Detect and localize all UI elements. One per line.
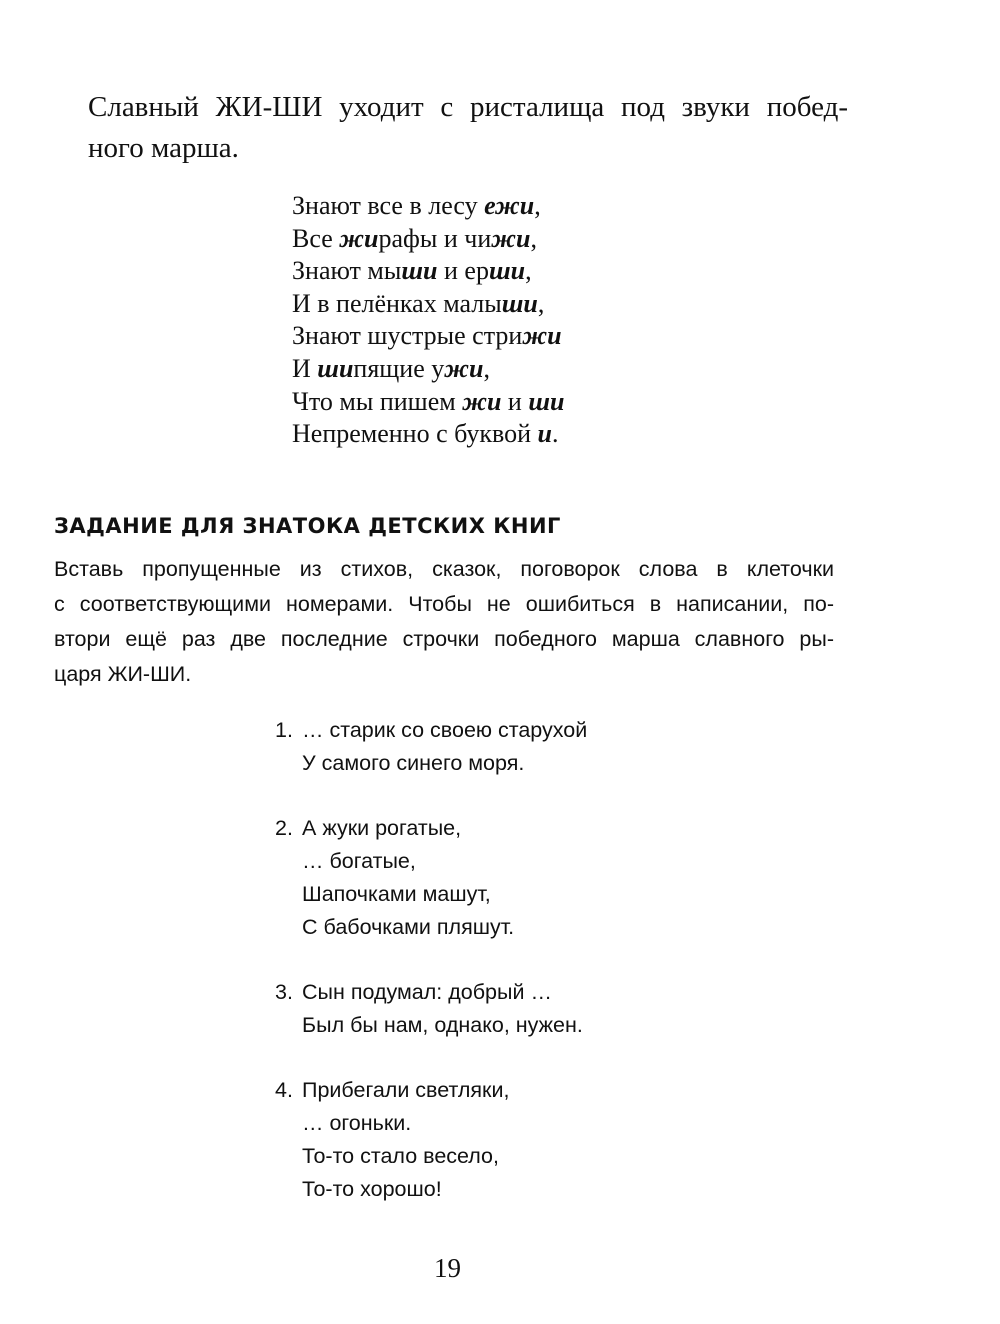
verse-list [275, 714, 587, 1238]
intro-paragraph [88, 87, 848, 169]
task-line: Вставь пропущенные из стихов, сказок, поговорок слова в клеточки [54, 557, 834, 581]
poem-highlight: ши [528, 386, 565, 416]
verse-item [275, 976, 587, 1042]
verse-number: 4. [275, 1078, 293, 1102]
verse-item [275, 714, 587, 780]
poem-line: И шипящие ужи, [292, 353, 490, 383]
verse-number: 2. [275, 816, 293, 840]
task-line: втори ещё раз две последние строчки победного марша славного ры- [54, 627, 834, 651]
poem-highlight: ши [401, 256, 438, 286]
poem-line: Непременно с буквой и. [292, 419, 559, 449]
poem-highlight: жи [522, 321, 562, 351]
verse-line: … огоньки. [302, 1111, 412, 1135]
task-instructions [54, 552, 834, 692]
verse-number: 1. [275, 718, 293, 742]
poem-highlight: жи [444, 353, 484, 383]
verse-line: А жуки рогатые, [302, 816, 462, 840]
intro-line: ного марша. [88, 132, 239, 164]
verse-line: То-то хорошо! [302, 1177, 442, 1201]
verse-item [275, 1074, 587, 1206]
task-line: царя ЖИ-ШИ. [54, 662, 192, 686]
verse-line: Шапочками машут, [302, 882, 491, 906]
verse-line: С бабочками пляшут. [302, 915, 515, 939]
verse-line: … богатые, [302, 849, 416, 873]
poem-line: Знают все в лесу ежи, [292, 191, 541, 220]
poem-highlight: ши [501, 288, 538, 318]
verse-line: Сын подумал: добрый … [302, 980, 552, 1004]
poem-line: И в пелёнках малыши, [292, 288, 545, 318]
poem-highlight: и [537, 419, 552, 449]
poem-line: Все жирафы и чижи, [292, 223, 537, 253]
intro-line: Славный ЖИ-ШИ уходит с ристалища под звуки побед- [88, 91, 848, 123]
task-line: с соответствующими номерами. Чтобы не ошибиться в написании, по- [54, 592, 834, 616]
poem-highlight: ежи [484, 191, 535, 220]
poem-highlight: ши [488, 256, 526, 286]
verse-item [275, 812, 587, 944]
task-heading: ЗАДАНИЕ ДЛЯ ЗНАТОКА ДЕТСКИХ КНИГ [54, 514, 561, 538]
verse-line: То-то стало весело, [302, 1144, 499, 1168]
poem-highlight: жи [462, 386, 502, 416]
verse-number: 3. [275, 980, 293, 1004]
poem-line: Знают шустрые стрижи [292, 321, 562, 351]
poem-line: Знают мыши и ерши, [292, 256, 532, 286]
verse-line: Был бы нам, однако, нужен. [302, 1013, 583, 1037]
verse-line: У самого синего моря. [302, 751, 525, 775]
poem-highlight: жи [491, 223, 531, 253]
verse-line: Прибегали светляки, [302, 1078, 510, 1102]
verse-line: … старик со своею старухой [302, 718, 588, 742]
poem-highlight: ши [317, 353, 354, 383]
page-number: 19 [434, 1253, 461, 1283]
poem-line: Что мы пишем жи и ши [292, 386, 565, 416]
poem-march [292, 190, 564, 451]
poem-highlight: жи [339, 223, 379, 253]
